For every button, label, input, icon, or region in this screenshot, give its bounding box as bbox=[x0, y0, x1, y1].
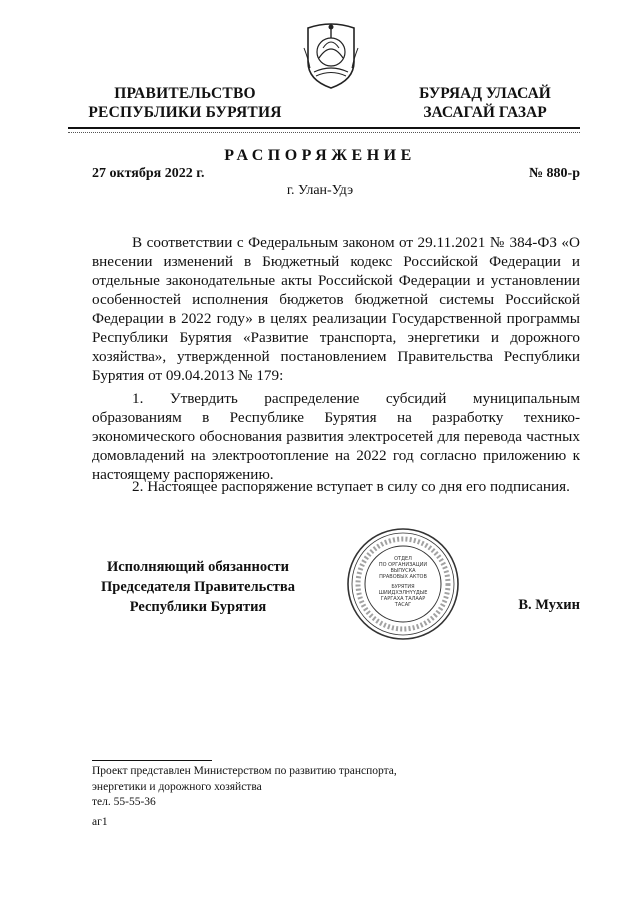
body-paragraph-item-1: 1. Утвердить распределение субсидий муниципальным образованиям в Республике Бурятия на разработку технико-экономического обоснования развития электросетей для перевода частных домовладений на электроотопление на 2022 год согласно приложению к настоящему распоряжению. bbox=[92, 390, 580, 483]
document-city: г. Улан-Удэ bbox=[286, 183, 354, 198]
signatory-title-line3: Республики Бурятия bbox=[129, 599, 267, 615]
stamp-line-8: ТАСАГ bbox=[394, 602, 412, 608]
header-left-line1: ПРАВИТЕЛЬСТВО bbox=[114, 85, 256, 102]
official-stamp bbox=[345, 526, 461, 642]
signatory-title-line1: Исполняющий обязанности bbox=[106, 559, 290, 575]
stamp-line-4: ПРАВОВЫХ АКТОВ bbox=[379, 574, 427, 580]
stamp-line-1: ОТДЕЛ bbox=[394, 556, 412, 562]
stamp-line-3: ВЫПУСКА bbox=[390, 568, 416, 574]
body-paragraph-preamble: В соответствии с Федеральным законом от 29.11.2021 № 384-ФЗ «О внесении изменений в Бюджетный кодекс Российской Федерации и отдельные законодательные акты Российской Федерации и установлении особенностей исполнения бюджетов бюджетной системы Российской Федерации в 2022 году» в целях реализации Государственной программы Республики Бурятия «Развитие транспорта, энергетики и дорожного хозяйства», утвержденной постановлением Правительства Республики Бурятия от 09.04.2013 № 179: bbox=[92, 234, 580, 384]
header-divider bbox=[68, 127, 580, 129]
header-right-line1: БУРЯАД УЛАСАЙ bbox=[419, 85, 551, 102]
body-paragraph-item-2: 2. Настоящее распоряжение вступает в силу со дня его подписания. bbox=[132, 478, 570, 495]
government-name-ru bbox=[60, 84, 310, 122]
stamp-line-5: БУРЯТИЯ bbox=[391, 584, 415, 590]
footnote-line1: Проект представлен Министерством по развитию транспорта, bbox=[92, 765, 397, 777]
header-right-line2: ЗАСАГАЙ ГАЗАР bbox=[423, 104, 547, 121]
document-type: РАСПОРЯЖЕНИЕ bbox=[224, 147, 416, 164]
signatory-title bbox=[88, 557, 308, 617]
document-date: 27 октября 2022 г. bbox=[92, 166, 205, 181]
footnote bbox=[92, 764, 572, 811]
stamp-line-2: ПО ОРГАНИЗАЦИИ bbox=[378, 562, 428, 568]
coat-of-arms-emblem bbox=[300, 18, 362, 90]
footnote-phone: тел. 55-55-36 bbox=[92, 796, 156, 808]
document-number: № 880-р bbox=[528, 166, 580, 181]
footnote-divider bbox=[92, 760, 212, 761]
signatory-name: В. Мухин bbox=[518, 597, 580, 613]
header-divider-dotted bbox=[68, 132, 580, 133]
signatory-title-line2: Председателя Правительства bbox=[101, 579, 295, 595]
footnote-line2: энергетики и дорожного хозяйства bbox=[92, 780, 262, 793]
government-name-bua bbox=[400, 84, 570, 122]
executor-code: аг1 bbox=[92, 816, 108, 828]
header-left-line2: РЕСПУБЛИКИ БУРЯТИЯ bbox=[88, 104, 282, 121]
stamp-line-6: ШИИДХЭЛНҮҮДЫЕ bbox=[378, 590, 428, 596]
stamp-line-7: ГАРГАХА ТАЛААР bbox=[380, 596, 426, 602]
